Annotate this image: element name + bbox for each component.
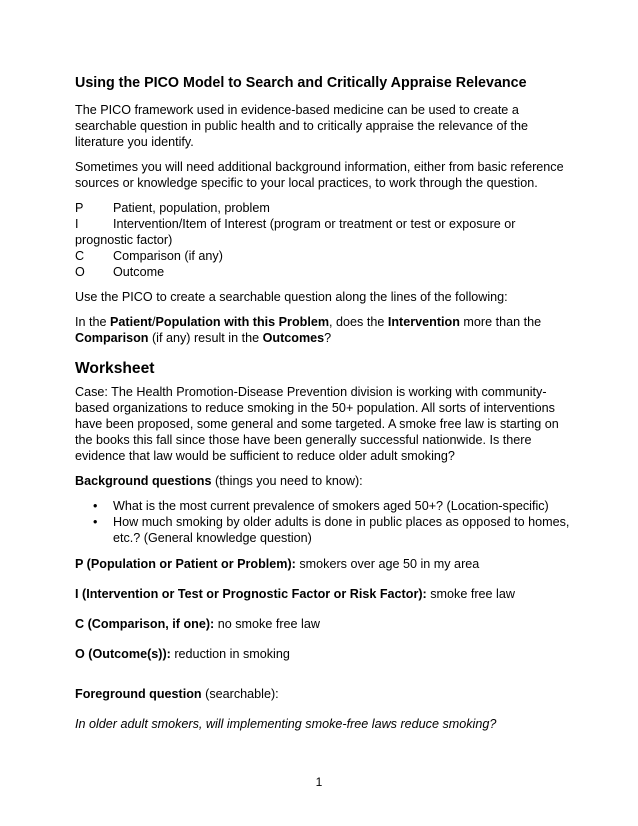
pico-o xyxy=(75,264,575,280)
list-item: • What is the most current prevalence of smokers aged 50+? (Location-specific) xyxy=(93,499,549,513)
list-item: • How much smoking by older adults is done in public places as opposed to homes, etc.? (General knowledge question) xyxy=(93,515,570,545)
answer-c: C (Comparison, if one): no smoke free law xyxy=(75,617,320,631)
pico-p xyxy=(75,200,575,216)
worksheet-heading: Worksheet xyxy=(75,360,155,377)
answer-o: O (Outcome(s)): reduction in smoking xyxy=(75,647,290,661)
use-pico-line: Use the PICO to create a searchable question along the lines of the following: xyxy=(75,290,508,304)
background-questions-label: Background questions (things you need to know): xyxy=(75,474,363,488)
answer-i: I (Intervention or Test or Prognostic Factor or Risk Factor): smoke free law xyxy=(75,587,515,601)
pico-text: Comparison (if any) xyxy=(113,249,223,263)
pico-letter: P xyxy=(75,201,84,215)
pico-text: Outcome xyxy=(113,265,165,279)
pico-template-question: In the Patient/Population with this Problem, does the Intervention more than the Comparison (if any) result in the Outcomes? xyxy=(75,315,542,345)
foreground-question: In older adult smokers, will implementing smoke-free laws reduce smoking? xyxy=(75,717,497,731)
intro-paragraph: The PICO framework used in evidence-based medicine can be used to create a searchable question in public health and to critically appraise the relevance of the literature you identify. xyxy=(75,103,528,149)
pico-text: Intervention/Item of Interest (program or treatment or test or exposure or prognostic factor) xyxy=(75,217,516,247)
pico-i xyxy=(75,216,575,248)
page-title: Using the PICO Model to Search and Critically Appraise Relevance xyxy=(75,75,527,91)
pico-definitions xyxy=(75,200,575,280)
page-number: 1 xyxy=(315,775,323,789)
background-questions-list xyxy=(75,498,575,546)
case-paragraph: Case: The Health Promotion-Disease Prevention division is working with community-based organizations to reduce smoking in the 50+ population. All sorts of interventions have been proposed, some general and some targeted. A smoke free law is starting on the books this fall since those have been generally successful nationwide. Is there evidence that law would be sufficient to reduce older adult smoking? xyxy=(75,385,559,463)
pico-letter: C xyxy=(75,249,85,263)
bullet-icon: • xyxy=(93,515,98,529)
pico-letter: O xyxy=(75,265,85,279)
background-info-paragraph: Sometimes you will need additional background information, either from basic reference sources or knowledge specific to your local practices, to work through the question. xyxy=(75,160,564,190)
pico-c xyxy=(75,248,575,264)
bullet-icon: • xyxy=(93,499,98,513)
foreground-question-label: Foreground question (searchable): xyxy=(75,687,279,701)
pico-letter: I xyxy=(75,217,79,231)
answer-p: P (Population or Patient or Problem): smokers over age 50 in my area xyxy=(75,557,480,571)
pico-text: Patient, population, problem xyxy=(113,201,270,215)
document-page xyxy=(75,74,575,741)
